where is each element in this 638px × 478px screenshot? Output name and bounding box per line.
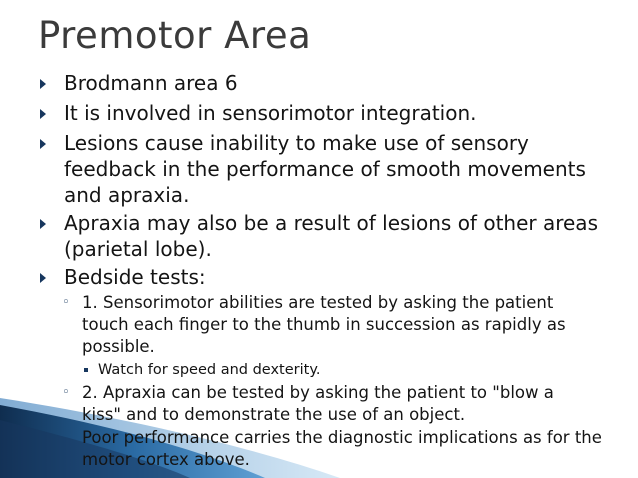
circle-bullet-icon: ◦ xyxy=(62,295,70,310)
circle-bullet-icon: ◦ xyxy=(62,385,70,400)
bullet-text: Brodmann area 6 xyxy=(64,71,238,95)
bullet-arrow-icon xyxy=(40,219,46,229)
sub-sub-bullet-text: Watch for speed and dexterity. xyxy=(98,362,321,378)
bullet-arrow-icon xyxy=(40,79,46,89)
bullet-text: Lesions cause inability to make use of sensory feedback in the performance of smooth movements and apraxia. xyxy=(64,131,586,207)
sub-bullet-text: 2. Apraxia can be tested by asking the patient to "blow a kiss" and to demonstrate the use of an object. xyxy=(82,383,554,424)
bullet-arrow-icon xyxy=(40,139,46,149)
bullet-arrow-icon xyxy=(40,109,46,119)
bullet-text: Bedside tests: xyxy=(64,265,206,289)
bullet-arrow-icon xyxy=(40,273,46,283)
bullet-text: Apraxia may also be a result of lesions of other areas (parietal lobe). xyxy=(64,211,598,261)
bullet-text: It is involved in sensorimotor integration. xyxy=(64,101,477,125)
slide-title: Premotor Area xyxy=(38,14,312,57)
continuation-text: Poor performance carries the diagnostic implications as for the motor cortex above. xyxy=(82,428,602,469)
sub-bullet-text: 1. Sensorimotor abilities are tested by asking the patient touch each finger to the thumb in succession as rapidly as possible. xyxy=(82,293,566,356)
square-bullet-icon xyxy=(84,368,88,372)
